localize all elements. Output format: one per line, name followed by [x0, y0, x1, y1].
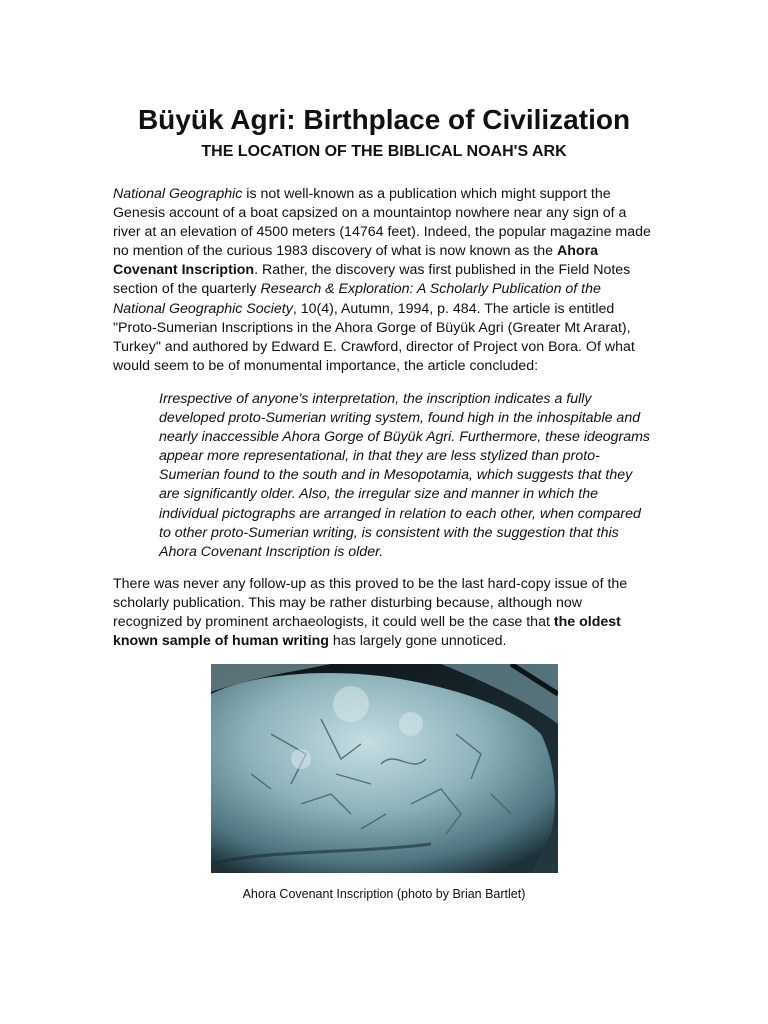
paragraph-text: . Rather, the discovery was first published in the Field Notes section of the quarterly — [113, 262, 631, 298]
inscription-photo — [211, 664, 558, 873]
photo-caption: Ahora Covenant Inscription (photo by Brian Bartlet) — [242, 887, 526, 901]
block-quote: Irrespective of anyone's interpretation, the inscription indicates a fully developed proto-Sumerian writing system, found high in the inhospitable and nearly inaccessible Ahora Gorge of Büyük Agri. Furthermore, these ideograms appear more representational, in that they are less stylized than proto-Sumerian found to the south and in Mesopotamia, which suggests that they are significantly older. Also, the irregular size and manner in which the individual pictographs are arranged in relation to each other, when compared to other proto-Sumerian writing, is consistent with the suggestion that this Ahora Covenant Inscription is older. — [159, 391, 651, 560]
inscription-name: Ahora Covenant Inscription — [113, 243, 599, 279]
document-subtitle: THE LOCATION OF THE BIBLICAL NOAH'S ARK — [201, 143, 567, 160]
paragraph-text: has largely gone unnoticed. — [328, 633, 507, 650]
paragraph-text: There was never any follow-up as this proved to be the last hard-copy issue of the scholarly publication. This may be rather disturbing because, although now recognized by prominent archaeologists, it could well be the case that — [113, 576, 628, 631]
journal-name: Research & Exploration: A Scholarly Publication of the National Geographic Society — [113, 281, 601, 317]
paragraph-text: is not well-known as a publication which might support the Genesis account of a boat capsized on a mountaintop nowhere near any sign of a river at an elevation of 4500 meters (14764 feet). Indeed, the popular magazine made no mention of the curious 1983 discovery of what is now known as the — [113, 186, 651, 260]
publication-name: National Geographic — [113, 186, 243, 202]
closing-paragraph — [113, 575, 653, 651]
highlighted-phrase: the oldest known sample of human writing — [113, 614, 621, 650]
document-title: Büyük Agri: Birthplace of Civilization — [137, 104, 631, 135]
intro-paragraph — [113, 185, 653, 376]
paragraph-text: , 10(4), Autumn, 1994, p. 484. The article is entitled "Proto-Sumerian Inscriptions in the Ahora Gorge of Büyük Agri (Greater Mt Ararat), Turkey" and authored by Edward E. Crawford, director of Project von Bora. Of what would seem to be of monumental importance, the article concluded: — [113, 300, 635, 374]
